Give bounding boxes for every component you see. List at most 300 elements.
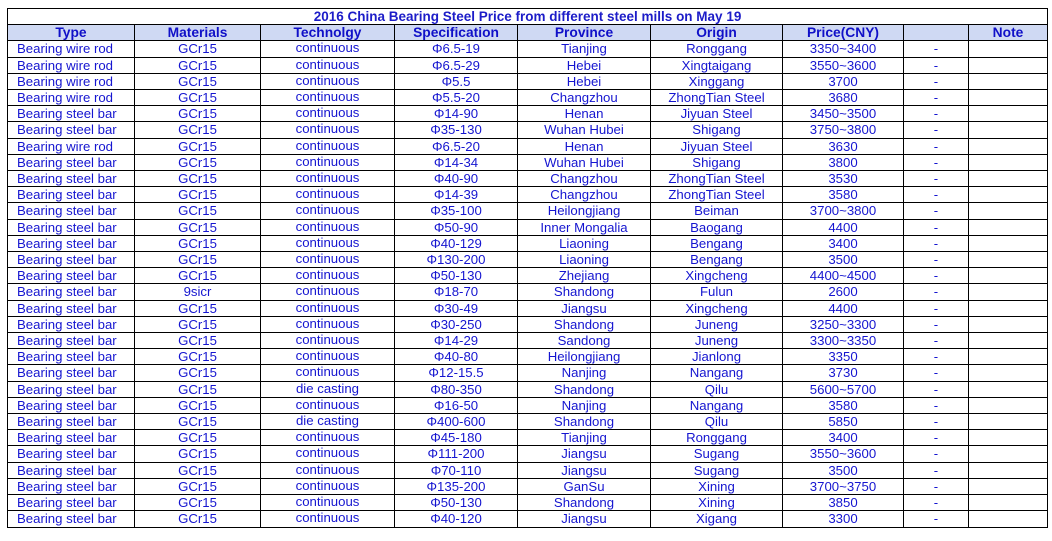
cell-material: GCr15 xyxy=(135,219,261,235)
cell-note xyxy=(969,122,1048,138)
cell-type: Bearing steel bar xyxy=(8,122,135,138)
cell-province: Heilongjiang xyxy=(518,203,651,219)
cell-province: Shandong xyxy=(518,381,651,397)
cell-material: GCr15 xyxy=(135,397,261,413)
cell-province: Liaoning xyxy=(518,252,651,268)
cell-dash: - xyxy=(904,511,969,527)
cell-price: 3500 xyxy=(783,462,904,478)
cell-price: 3700~3800 xyxy=(783,203,904,219)
cell-province: Hebei xyxy=(518,57,651,73)
cell-technology: continuous xyxy=(261,57,395,73)
cell-specification: Φ18-70 xyxy=(395,284,518,300)
cell-material: GCr15 xyxy=(135,349,261,365)
cell-type: Bearing steel bar xyxy=(8,381,135,397)
cell-note xyxy=(969,138,1048,154)
cell-type: Bearing steel bar xyxy=(8,187,135,203)
table-row xyxy=(8,90,1048,106)
cell-province: Nanjing xyxy=(518,397,651,413)
cell-price: 3550~3600 xyxy=(783,446,904,462)
cell-dash: - xyxy=(904,300,969,316)
cell-price: 3300 xyxy=(783,511,904,527)
cell-material: GCr15 xyxy=(135,235,261,251)
cell-dash: - xyxy=(904,495,969,511)
table-row xyxy=(8,300,1048,316)
cell-specification: Φ6.5-29 xyxy=(395,57,518,73)
cell-dash: - xyxy=(904,122,969,138)
cell-technology: continuous xyxy=(261,203,395,219)
cell-dash: - xyxy=(904,414,969,430)
cell-origin: Juneng xyxy=(651,316,783,332)
table-row xyxy=(8,268,1048,284)
table-row xyxy=(8,219,1048,235)
cell-specification: Φ111-200 xyxy=(395,446,518,462)
cell-province: Tianjing xyxy=(518,430,651,446)
cell-material: GCr15 xyxy=(135,430,261,446)
cell-dash: - xyxy=(904,187,969,203)
cell-origin: Ronggang xyxy=(651,430,783,446)
cell-specification: Φ5.5-20 xyxy=(395,90,518,106)
cell-type: Bearing steel bar xyxy=(8,430,135,446)
table-row xyxy=(8,106,1048,122)
cell-price: 4400 xyxy=(783,300,904,316)
cell-type: Bearing steel bar xyxy=(8,495,135,511)
header-materials: Materials xyxy=(135,25,261,41)
table-row xyxy=(8,73,1048,89)
cell-note xyxy=(969,462,1048,478)
cell-specification: Φ50-130 xyxy=(395,495,518,511)
table-row xyxy=(8,462,1048,478)
cell-note xyxy=(969,57,1048,73)
cell-origin: Beiman xyxy=(651,203,783,219)
cell-material: 9sicr xyxy=(135,284,261,300)
cell-material: GCr15 xyxy=(135,478,261,494)
cell-technology: continuous xyxy=(261,495,395,511)
cell-technology: continuous xyxy=(261,333,395,349)
cell-province: GanSu xyxy=(518,478,651,494)
table-row xyxy=(8,203,1048,219)
cell-type: Bearing wire rod xyxy=(8,73,135,89)
cell-price: 3350~3400 xyxy=(783,41,904,57)
table-row xyxy=(8,430,1048,446)
cell-price: 3580 xyxy=(783,397,904,413)
cell-province: Inner Mongalia xyxy=(518,219,651,235)
cell-technology: die casting xyxy=(261,381,395,397)
table-row xyxy=(8,333,1048,349)
cell-dash: - xyxy=(904,284,969,300)
cell-province: Liaoning xyxy=(518,235,651,251)
cell-price: 4400 xyxy=(783,219,904,235)
cell-material: GCr15 xyxy=(135,446,261,462)
cell-dash: - xyxy=(904,57,969,73)
header-blank xyxy=(904,25,969,41)
cell-origin: Qilu xyxy=(651,414,783,430)
cell-technology: continuous xyxy=(261,138,395,154)
cell-material: GCr15 xyxy=(135,154,261,170)
cell-note xyxy=(969,381,1048,397)
cell-origin: Xinggang xyxy=(651,73,783,89)
cell-material: GCr15 xyxy=(135,252,261,268)
table-row xyxy=(8,138,1048,154)
cell-origin: Xingcheng xyxy=(651,268,783,284)
cell-type: Bearing steel bar xyxy=(8,203,135,219)
table-row xyxy=(8,284,1048,300)
cell-origin: Sugang xyxy=(651,462,783,478)
cell-province: Zhejiang xyxy=(518,268,651,284)
cell-price: 3700~3750 xyxy=(783,478,904,494)
cell-origin: Xigang xyxy=(651,511,783,527)
cell-origin: Shigang xyxy=(651,122,783,138)
cell-specification: Φ400-600 xyxy=(395,414,518,430)
cell-price: 3580 xyxy=(783,187,904,203)
cell-technology: continuous xyxy=(261,252,395,268)
cell-province: Changzhou xyxy=(518,90,651,106)
cell-origin: ZhongTian Steel xyxy=(651,171,783,187)
table-row xyxy=(8,316,1048,332)
cell-province: Shandong xyxy=(518,495,651,511)
cell-dash: - xyxy=(904,235,969,251)
cell-note xyxy=(969,73,1048,89)
cell-type: Bearing steel bar xyxy=(8,478,135,494)
cell-dash: - xyxy=(904,397,969,413)
cell-material: GCr15 xyxy=(135,300,261,316)
cell-specification: Φ6.5-20 xyxy=(395,138,518,154)
cell-dash: - xyxy=(904,349,969,365)
header-technology: Technolgy xyxy=(261,25,395,41)
header-province: Province xyxy=(518,25,651,41)
table-row xyxy=(8,446,1048,462)
table-row xyxy=(8,252,1048,268)
cell-note xyxy=(969,316,1048,332)
cell-type: Bearing steel bar xyxy=(8,171,135,187)
title-row xyxy=(8,9,1048,25)
cell-specification: Φ80-350 xyxy=(395,381,518,397)
cell-province: Shandong xyxy=(518,284,651,300)
cell-specification: Φ16-50 xyxy=(395,397,518,413)
cell-note xyxy=(969,349,1048,365)
cell-technology: continuous xyxy=(261,365,395,381)
cell-specification: Φ40-90 xyxy=(395,171,518,187)
cell-material: GCr15 xyxy=(135,90,261,106)
header-type: Type xyxy=(8,25,135,41)
cell-specification: Φ30-49 xyxy=(395,300,518,316)
cell-price: 3630 xyxy=(783,138,904,154)
cell-origin: Xingcheng xyxy=(651,300,783,316)
cell-specification: Φ40-120 xyxy=(395,511,518,527)
table-title: 2016 China Bearing Steel Price from different steel mills on May 19 xyxy=(8,9,1048,25)
cell-note xyxy=(969,41,1048,57)
cell-origin: Jiyuan Steel xyxy=(651,106,783,122)
cell-province: Wuhan Hubei xyxy=(518,122,651,138)
cell-origin: Xining xyxy=(651,495,783,511)
table-row xyxy=(8,235,1048,251)
cell-origin: ZhongTian Steel xyxy=(651,187,783,203)
cell-price: 3850 xyxy=(783,495,904,511)
cell-price: 3800 xyxy=(783,154,904,170)
cell-note xyxy=(969,284,1048,300)
cell-origin: Baogang xyxy=(651,219,783,235)
cell-type: Bearing wire rod xyxy=(8,138,135,154)
cell-type: Bearing steel bar xyxy=(8,349,135,365)
cell-technology: continuous xyxy=(261,349,395,365)
cell-material: GCr15 xyxy=(135,381,261,397)
cell-province: Heilongjiang xyxy=(518,349,651,365)
cell-technology: continuous xyxy=(261,122,395,138)
table-row xyxy=(8,478,1048,494)
cell-note xyxy=(969,397,1048,413)
table-row xyxy=(8,381,1048,397)
table-row xyxy=(8,154,1048,170)
table-row xyxy=(8,414,1048,430)
cell-specification: Φ6.5-19 xyxy=(395,41,518,57)
cell-note xyxy=(969,333,1048,349)
cell-province: Henan xyxy=(518,106,651,122)
table-row xyxy=(8,511,1048,527)
cell-origin: Xining xyxy=(651,478,783,494)
cell-price: 3500 xyxy=(783,252,904,268)
cell-specification: Φ135-200 xyxy=(395,478,518,494)
cell-note xyxy=(969,268,1048,284)
cell-material: GCr15 xyxy=(135,511,261,527)
cell-specification: Φ14-34 xyxy=(395,154,518,170)
cell-technology: continuous xyxy=(261,478,395,494)
cell-technology: continuous xyxy=(261,90,395,106)
cell-technology: continuous xyxy=(261,219,395,235)
cell-note xyxy=(969,90,1048,106)
table-row xyxy=(8,122,1048,138)
cell-technology: continuous xyxy=(261,171,395,187)
cell-dash: - xyxy=(904,73,969,89)
cell-material: GCr15 xyxy=(135,122,261,138)
cell-specification: Φ14-39 xyxy=(395,187,518,203)
cell-dash: - xyxy=(904,219,969,235)
cell-note xyxy=(969,219,1048,235)
cell-province: Tianjing xyxy=(518,41,651,57)
cell-price: 3730 xyxy=(783,365,904,381)
cell-origin: Bengang xyxy=(651,235,783,251)
cell-origin: Xingtaigang xyxy=(651,57,783,73)
cell-material: GCr15 xyxy=(135,187,261,203)
cell-province: Wuhan Hubei xyxy=(518,154,651,170)
cell-type: Bearing steel bar xyxy=(8,462,135,478)
cell-note xyxy=(969,446,1048,462)
cell-dash: - xyxy=(904,365,969,381)
cell-technology: continuous xyxy=(261,511,395,527)
cell-note xyxy=(969,300,1048,316)
cell-dash: - xyxy=(904,106,969,122)
cell-note xyxy=(969,187,1048,203)
cell-technology: continuous xyxy=(261,397,395,413)
cell-technology: continuous xyxy=(261,446,395,462)
cell-type: Bearing steel bar xyxy=(8,446,135,462)
cell-technology: die casting xyxy=(261,414,395,430)
cell-technology: continuous xyxy=(261,300,395,316)
header-origin: Origin xyxy=(651,25,783,41)
table-row xyxy=(8,57,1048,73)
cell-technology: continuous xyxy=(261,73,395,89)
cell-type: Bearing steel bar xyxy=(8,219,135,235)
cell-origin: Jianlong xyxy=(651,349,783,365)
cell-province: Hebei xyxy=(518,73,651,89)
cell-material: GCr15 xyxy=(135,203,261,219)
cell-origin: Nangang xyxy=(651,365,783,381)
cell-dash: - xyxy=(904,252,969,268)
cell-note xyxy=(969,511,1048,527)
cell-note xyxy=(969,252,1048,268)
cell-dash: - xyxy=(904,430,969,446)
cell-type: Bearing steel bar xyxy=(8,511,135,527)
cell-type: Bearing wire rod xyxy=(8,41,135,57)
cell-province: Jiangsu xyxy=(518,446,651,462)
cell-material: GCr15 xyxy=(135,57,261,73)
cell-note xyxy=(969,478,1048,494)
cell-province: Shandong xyxy=(518,316,651,332)
header-note: Note xyxy=(969,25,1048,41)
cell-specification: Φ130-200 xyxy=(395,252,518,268)
header-price: Price(CNY) xyxy=(783,25,904,41)
cell-province: Changzhou xyxy=(518,171,651,187)
table-row xyxy=(8,41,1048,57)
cell-material: GCr15 xyxy=(135,268,261,284)
cell-price: 3750~3800 xyxy=(783,122,904,138)
cell-type: Bearing steel bar xyxy=(8,284,135,300)
cell-price: 3400 xyxy=(783,430,904,446)
cell-technology: continuous xyxy=(261,235,395,251)
cell-dash: - xyxy=(904,381,969,397)
cell-type: Bearing steel bar xyxy=(8,300,135,316)
cell-specification: Φ30-250 xyxy=(395,316,518,332)
cell-technology: continuous xyxy=(261,154,395,170)
table-body xyxy=(8,41,1048,527)
cell-note xyxy=(969,203,1048,219)
cell-origin: Sugang xyxy=(651,446,783,462)
cell-technology: continuous xyxy=(261,268,395,284)
cell-origin: Nangang xyxy=(651,397,783,413)
cell-dash: - xyxy=(904,171,969,187)
cell-note xyxy=(969,430,1048,446)
cell-technology: continuous xyxy=(261,430,395,446)
cell-price: 3550~3600 xyxy=(783,57,904,73)
cell-specification: Φ14-90 xyxy=(395,106,518,122)
cell-price: 3350 xyxy=(783,349,904,365)
cell-note xyxy=(969,495,1048,511)
cell-dash: - xyxy=(904,268,969,284)
cell-specification: Φ45-180 xyxy=(395,430,518,446)
price-table xyxy=(7,8,1048,528)
cell-type: Bearing steel bar xyxy=(8,316,135,332)
cell-origin: Qilu xyxy=(651,381,783,397)
cell-note xyxy=(969,414,1048,430)
cell-dash: - xyxy=(904,154,969,170)
cell-price: 4400~4500 xyxy=(783,268,904,284)
cell-specification: Φ50-90 xyxy=(395,219,518,235)
cell-specification: Φ40-129 xyxy=(395,235,518,251)
cell-price: 3680 xyxy=(783,90,904,106)
cell-technology: continuous xyxy=(261,106,395,122)
cell-specification: Φ50-130 xyxy=(395,268,518,284)
cell-dash: - xyxy=(904,41,969,57)
cell-type: Bearing steel bar xyxy=(8,365,135,381)
cell-material: GCr15 xyxy=(135,171,261,187)
cell-type: Bearing steel bar xyxy=(8,414,135,430)
cell-origin: Bengang xyxy=(651,252,783,268)
cell-type: Bearing steel bar xyxy=(8,106,135,122)
cell-origin: Juneng xyxy=(651,333,783,349)
header-specification: Specification xyxy=(395,25,518,41)
cell-price: 3300~3350 xyxy=(783,333,904,349)
cell-province: Shandong xyxy=(518,414,651,430)
cell-dash: - xyxy=(904,478,969,494)
cell-material: GCr15 xyxy=(135,138,261,154)
cell-specification: Φ5.5 xyxy=(395,73,518,89)
cell-price: 3700 xyxy=(783,73,904,89)
header-row xyxy=(8,25,1048,41)
cell-price: 3450~3500 xyxy=(783,106,904,122)
cell-province: Henan xyxy=(518,138,651,154)
cell-material: GCr15 xyxy=(135,41,261,57)
cell-province: Sandong xyxy=(518,333,651,349)
table-row xyxy=(8,495,1048,511)
cell-type: Bearing steel bar xyxy=(8,397,135,413)
cell-material: GCr15 xyxy=(135,365,261,381)
table-row xyxy=(8,187,1048,203)
cell-dash: - xyxy=(904,462,969,478)
cell-dash: - xyxy=(904,333,969,349)
cell-dash: - xyxy=(904,138,969,154)
cell-type: Bearing steel bar xyxy=(8,252,135,268)
cell-note xyxy=(969,235,1048,251)
cell-technology: continuous xyxy=(261,284,395,300)
cell-province: Jiangsu xyxy=(518,300,651,316)
cell-technology: continuous xyxy=(261,187,395,203)
cell-origin: Shigang xyxy=(651,154,783,170)
cell-material: GCr15 xyxy=(135,316,261,332)
cell-technology: continuous xyxy=(261,41,395,57)
cell-type: Bearing steel bar xyxy=(8,154,135,170)
cell-type: Bearing steel bar xyxy=(8,333,135,349)
cell-material: GCr15 xyxy=(135,414,261,430)
cell-dash: - xyxy=(904,446,969,462)
cell-origin: Jiyuan Steel xyxy=(651,138,783,154)
cell-price: 3530 xyxy=(783,171,904,187)
cell-origin: Ronggang xyxy=(651,41,783,57)
cell-origin: ZhongTian Steel xyxy=(651,90,783,106)
cell-note xyxy=(969,106,1048,122)
cell-type: Bearing steel bar xyxy=(8,268,135,284)
cell-province: Changzhou xyxy=(518,187,651,203)
cell-note xyxy=(969,171,1048,187)
cell-specification: Φ12-15.5 xyxy=(395,365,518,381)
cell-specification: Φ14-29 xyxy=(395,333,518,349)
cell-material: GCr15 xyxy=(135,106,261,122)
cell-price: 5600~5700 xyxy=(783,381,904,397)
cell-type: Bearing steel bar xyxy=(8,235,135,251)
cell-dash: - xyxy=(904,316,969,332)
cell-note xyxy=(969,154,1048,170)
cell-technology: continuous xyxy=(261,462,395,478)
cell-specification: Φ70-110 xyxy=(395,462,518,478)
cell-type: Bearing wire rod xyxy=(8,57,135,73)
table-row xyxy=(8,365,1048,381)
cell-province: Jiangsu xyxy=(518,462,651,478)
cell-material: GCr15 xyxy=(135,333,261,349)
cell-material: GCr15 xyxy=(135,462,261,478)
cell-material: GCr15 xyxy=(135,73,261,89)
cell-origin: Fulun xyxy=(651,284,783,300)
cell-material: GCr15 xyxy=(135,495,261,511)
cell-price: 3250~3300 xyxy=(783,316,904,332)
cell-specification: Φ40-80 xyxy=(395,349,518,365)
cell-price: 3400 xyxy=(783,235,904,251)
